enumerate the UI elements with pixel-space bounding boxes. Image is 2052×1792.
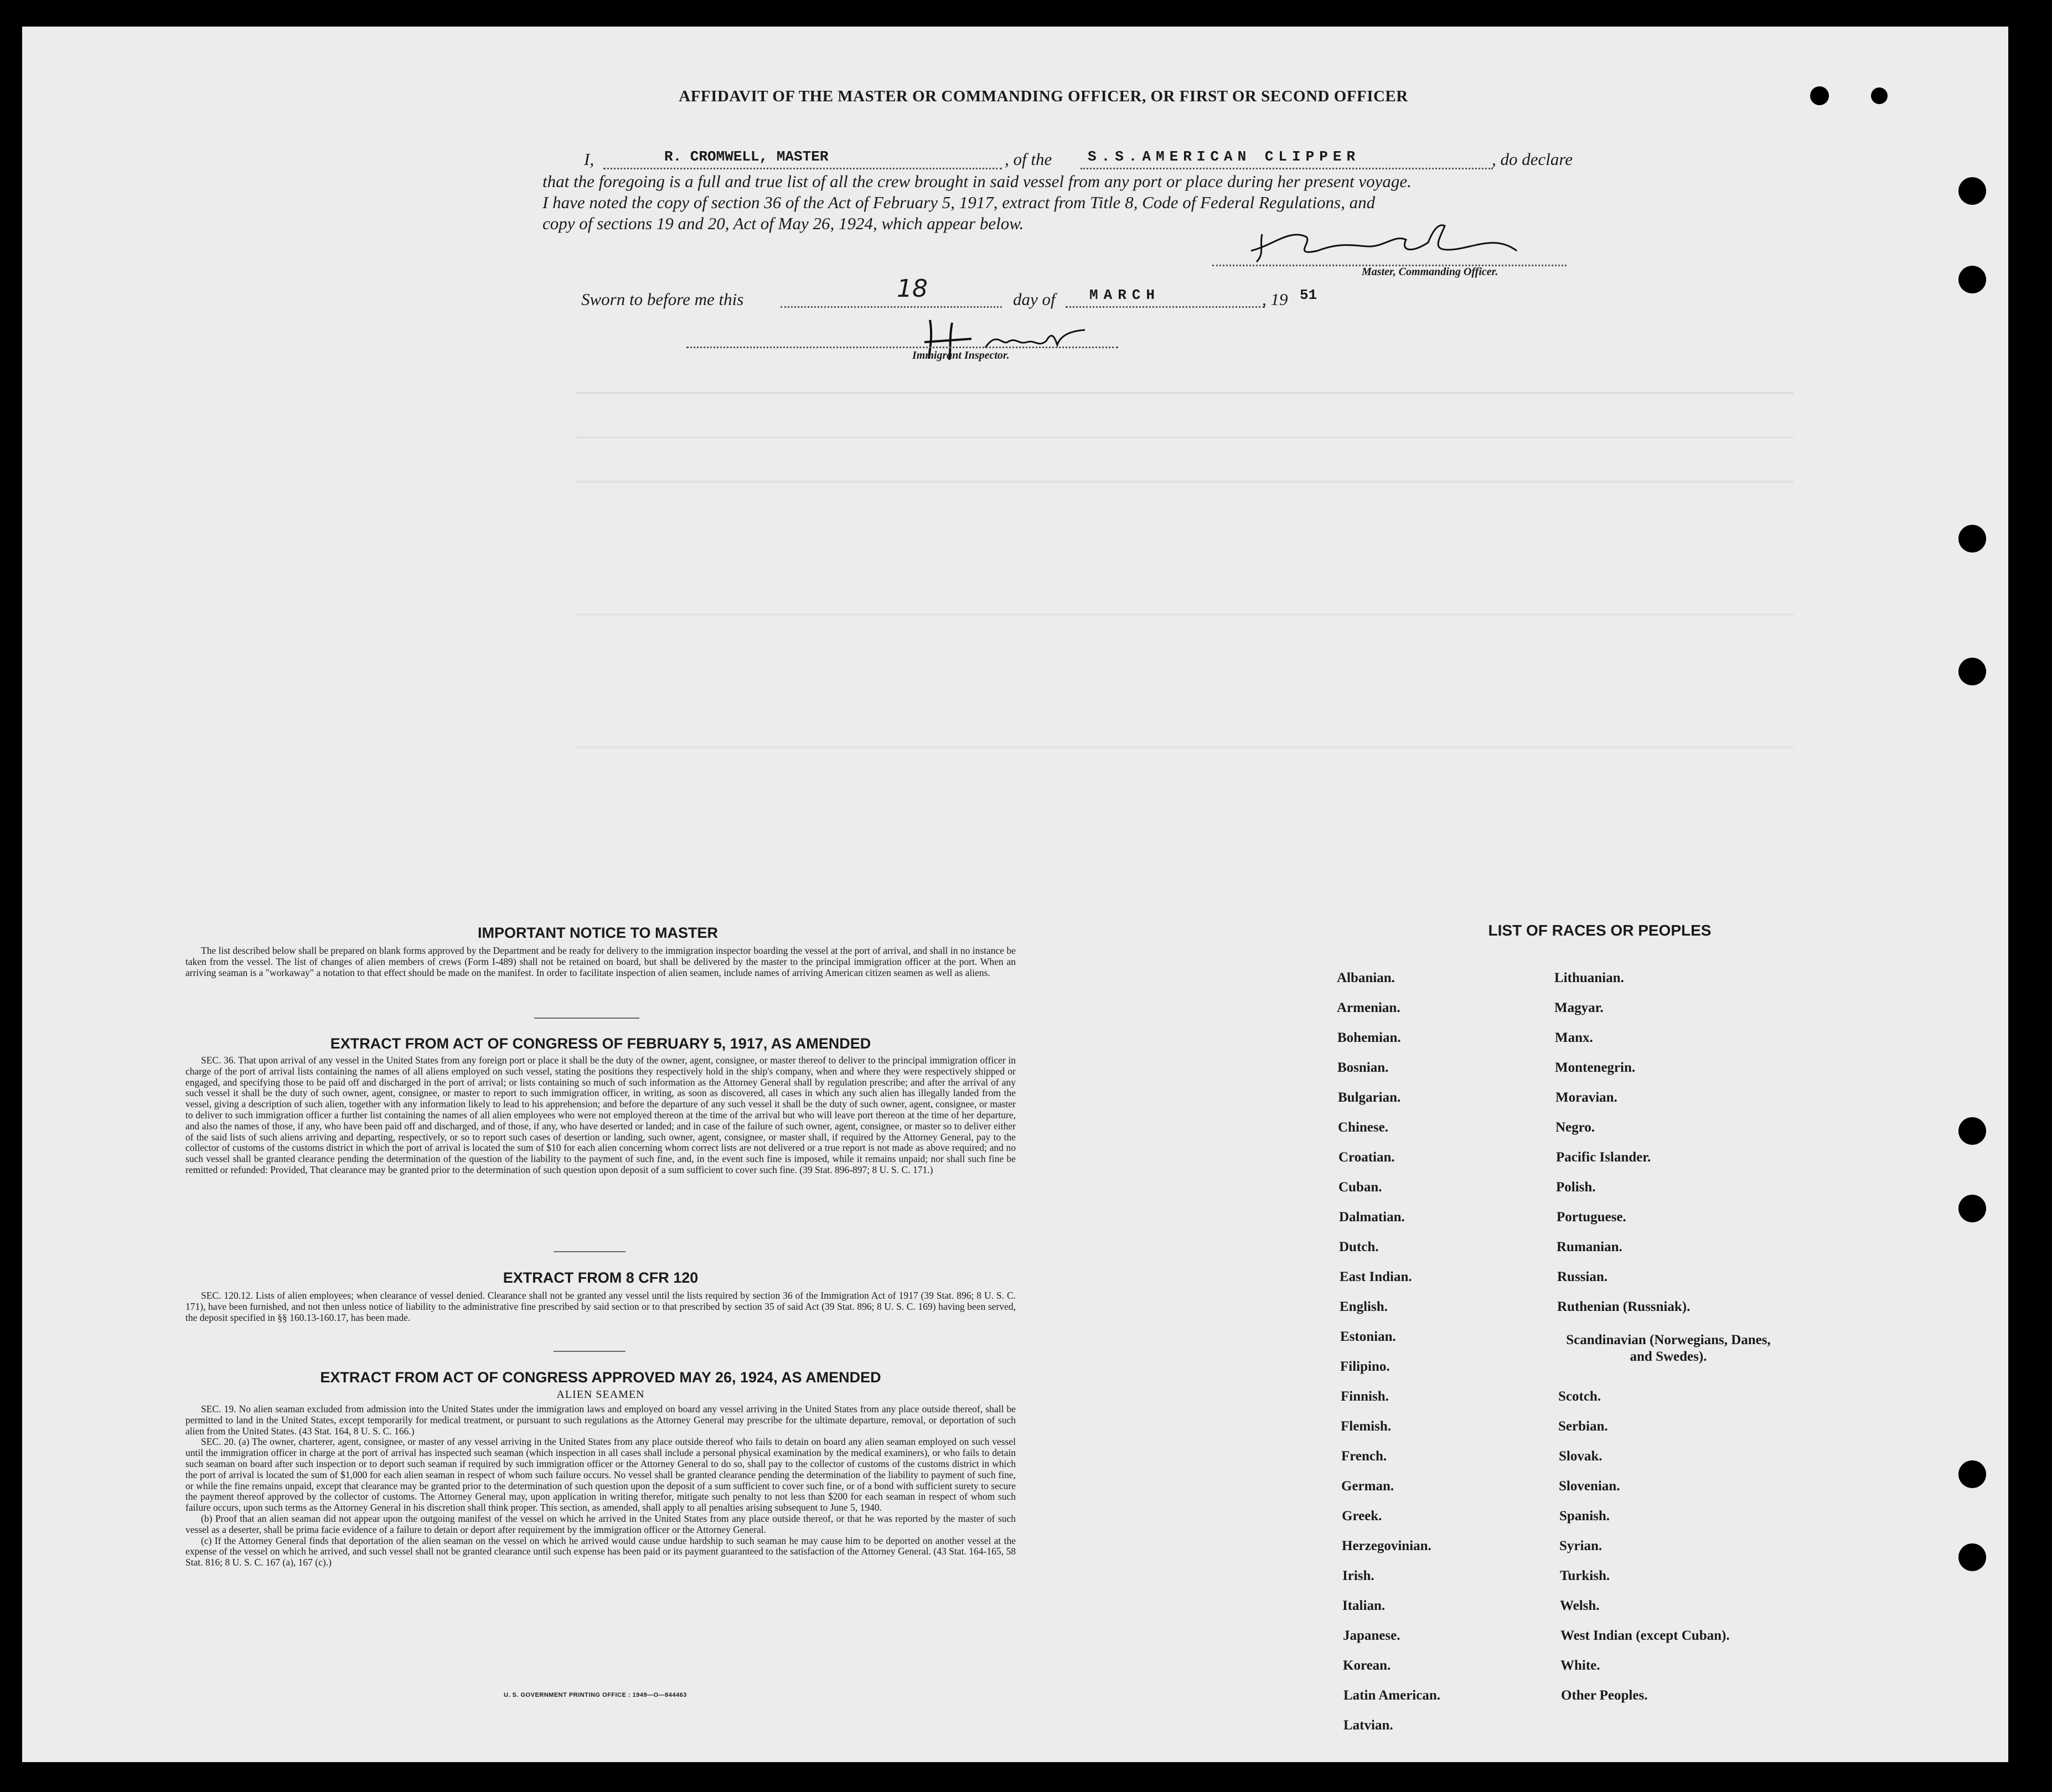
race-item-left: East Indian.: [1340, 1269, 1412, 1284]
race-item-left: French.: [1341, 1449, 1387, 1464]
race-item-right: White.: [1560, 1658, 1600, 1673]
race-item-left: Bulgarian.: [1338, 1090, 1401, 1105]
master-signature: [1240, 212, 1528, 273]
race-item-right: Negro.: [1555, 1120, 1595, 1135]
race-item-right: Scotch.: [1558, 1389, 1601, 1404]
race-item-left: Japanese.: [1343, 1628, 1400, 1643]
race-item-left: Flemish.: [1341, 1419, 1391, 1434]
bleed-through-mark: [576, 746, 1793, 748]
race-item-right: Portuguese.: [1557, 1210, 1626, 1225]
extract-cfr-text: [185, 1290, 1016, 1323]
notice-title: IMPORTANT NOTICE TO MASTER: [478, 925, 718, 941]
punch-hole: [1958, 658, 1986, 685]
race-item-left: German.: [1341, 1479, 1394, 1494]
punch-hole: [1958, 266, 1986, 293]
sworn-label: Sworn to before me this: [581, 290, 744, 309]
race-item-left: Estonian.: [1340, 1329, 1396, 1344]
sec20b-paragraph: (b) Proof that an alien seaman did not appear upon the outgoing manifest of the vessel on which he arrived in the United States from any place outside thereof, or that he was reported by the master of such vessel as a deserter, shall be prima facie evidence of a failure to detain or deport after requirement by the immigration officer or the Attorney General.: [185, 1512, 1016, 1535]
race-item-right: Russian.: [1557, 1269, 1608, 1284]
race-item-left: Bosnian.: [1337, 1060, 1389, 1075]
race-item-right: Scandinavian (Norwegians, Danes, and Swedes).: [1566, 1333, 1771, 1364]
race-item-left: Herzegovinian.: [1342, 1538, 1431, 1553]
race-item-right: Lithuanian.: [1554, 970, 1624, 985]
race-item-left: Latin American.: [1343, 1688, 1440, 1703]
extract-1924-title: EXTRACT FROM ACT OF CONGRESS APPROVED MAY 26, 1924, AS AMENDED: [320, 1369, 881, 1386]
race-item-right: Turkish.: [1560, 1568, 1610, 1583]
race-item-right: Syrian.: [1559, 1538, 1603, 1553]
affidavit-title: AFFIDAVIT OF THE MASTER OR COMMANDING OFFICER, OR FIRST OR SECOND OFFICER: [679, 87, 1408, 105]
race-item-left: Chinese.: [1338, 1120, 1388, 1135]
sworn-day: 18: [897, 275, 928, 303]
race-item-left: Albanian.: [1337, 970, 1395, 985]
race-item-right: Rumanian.: [1557, 1240, 1622, 1254]
affidavit-i-label: I,: [584, 149, 595, 169]
race-item-right: Ruthenian (Russniak).: [1557, 1299, 1691, 1314]
punch-hole: [1871, 87, 1888, 104]
extract-1917-title: EXTRACT FROM ACT OF CONGRESS OF FEBRUARY 5, 1917, AS AMENDED: [330, 1035, 871, 1052]
race-item-left: Filipino.: [1340, 1359, 1390, 1374]
race-item-right: Polish.: [1556, 1180, 1596, 1195]
inspector-caption: Immigrant Inspector.: [912, 349, 1010, 362]
race-item-left: Irish.: [1342, 1568, 1374, 1583]
extract-cfr-title: EXTRACT FROM 8 CFR 120: [503, 1269, 699, 1286]
race-item-left: Bohemian.: [1337, 1030, 1401, 1045]
sec20a-paragraph: SEC. 20. (a) The owner, charterer, agent, consignee, or master of any vessel arriving in the United States from any place outside thereof who fails to detain on board any alien seaman employed on such vessel until the immigration officer in charge at the port of arrival has inspected such seaman (which inspection in all cases shall include a personal physical examination by the medical examiners), or who fails to detain such seaman on board after such inspection or to deport such seaman if required by such immigration officer or the Attorney General to do so, shall pay to the collector of customs of the customs district in which the port of arrival is located the sum of $1,000 for each alien seaman in respect of whom such failure occurs. No vessel shall be granted clearance pending the determination of the liability to payment of such fine, or while the fine remains unpaid, except that clearance may be granted prior to the determination of such question upon the deposit of a sum sufficient to cover such fine, or of a bond with sufficient surety to secure the payment thereof approved by the collector of customs. The Attorney General may, upon application in writing therefor, mitigate such penalty to not less than $200 for each seaman in respect of whom such failure occurs, upon such terms as the Attorney General in his discretion shall think proper. This section, as amended, shall apply to all penalties arising subsequent to June 5, 1940.: [185, 1436, 1016, 1514]
race-item-left: Finnish.: [1341, 1389, 1389, 1404]
race-item-left: Italian.: [1342, 1598, 1386, 1613]
race-item-right: Serbian.: [1558, 1419, 1608, 1434]
year-prefix: , 19: [1262, 290, 1288, 309]
race-item-left: Cuban.: [1338, 1180, 1382, 1195]
bleed-through-mark: [576, 481, 1793, 483]
sec19-paragraph: SEC. 19. No alien seaman excluded from admission into the United States under the immigration laws and employed on board any vessel arriving in the United States from any place outside thereof, shall be permitted to land in the United States, except temporarily for medical treatment, or pursuant to such regulations as the Attorney General may prescribe for the ultimate departure, removal, or deportation of such alien from the United States. (43 Stat. 164, 8 U. S. C. 166.): [185, 1403, 1016, 1437]
do-declare-label: , do declare: [1492, 149, 1573, 169]
sworn-year: 51: [1300, 287, 1317, 303]
sworn-day-line: [781, 306, 1002, 308]
month-line: [1066, 306, 1265, 308]
race-item-right: West Indian (except Cuban).: [1560, 1628, 1730, 1643]
inspector-line: [686, 347, 1118, 348]
divider: [554, 1351, 626, 1352]
affidavit-line-2: that the foregoing is a full and true list of all the crew brought in said vessel from any port or place during her present voyage.: [542, 172, 1412, 191]
race-item-left: Dalmatian.: [1339, 1210, 1405, 1225]
race-item-left: Dutch.: [1339, 1240, 1379, 1254]
signature-caption: Master, Commanding Officer.: [1362, 266, 1498, 278]
notice-paragraph: The list described below shall be prepared on blank forms approved by the Department and be ready for delivery to the immigration inspector boarding the vessel at the port of arrival, and shall in no instance be taken from the vessel. The list of changes of alien members of crews (Form I-489) shall not be retained on board, but shall be delivered by the master to the principal immigration officer at the port. When an arriving seaman is a "workaway" a notation to that effect should be made on the manifest. In order to facilitate inspection of alien seamen, include names of arriving American citizen seamen as well as aliens.: [185, 945, 1016, 978]
race-item-right: Slovak.: [1559, 1449, 1603, 1464]
race-item-left: English.: [1340, 1299, 1388, 1314]
punch-hole: [1958, 1460, 1986, 1488]
sec20c-paragraph: (c) If the Attorney General finds that deportation of the alien seaman on the vessel on which he arrived would cause undue hardship to such seaman he may cause him to be deported on another vessel at the expense of the vessel on which he arrived, and such vessel shall not be granted clearance until such expense has been paid or its payment guaranteed to the satisfaction of the Attorney General. (43 Stat. 164-165, 58 Stat. 816; 8 U. S. C. 167 (a), 167 (c).): [185, 1535, 1016, 1568]
gpo-imprint: U. S. GOVERNMENT PRINTING OFFICE : 1949—O—844463: [504, 1692, 687, 1698]
divider: [554, 1251, 626, 1252]
sworn-month: MARCH: [1089, 287, 1161, 303]
punch-hole: [1958, 525, 1986, 552]
punch-hole: [1958, 177, 1986, 205]
sec36-paragraph: SEC. 36. That upon arrival of any vessel in the United States from any foreign port or place it shall be the duty of the owner, agent, consignee, or master thereof to deliver to the principal immigration officer in charge of the port of arrival lists containing the names of all aliens employed on such vessel, stating the positions they respectively hold in the ship's company, when and where they were respectively shipped or engaged, and specifying those to be paid off and discharged in the port of arrival; or lists containing so much of such information as the Attorney General shall by regulation prescribe; and after the arrival of any such vessel it shall be the duty of such owner, agent, consignee, or master to report to such immigration officer, in writing, as soon as discovered, all cases in which any such alien has illegally landed from the vessel, giving a description of such alien, together with any information likely to lead to his apprehension; and before the departure of any such vessel it shall be the duty of such owner, agent, consignee, or master to deliver to such immigration officer a further list containing the names of all alien employees who were not employed thereon at the time of the arrival but who will leave port thereon at the time of her departure, and also the names of those, if any, who have been paid off and discharged, and of those, if any, who have deserted or landed; and in case of the failure of such owner, agent, consignee, or master so to deliver either of the said lists of such aliens arriving and departing, respectively, or so to report such cases of desertion or landing, such owner, agent, consignee, or master shall, if required by the Attorney General, pay to the collector of customs of the customs district in which the port of arrival is located the sum of $10 for each alien concerning whom correct lists are not delivered or a true report is not made as above required; and no such vessel shall be granted clearance pending the determination of the question of the liability to the payment of such fine, and, in the event such fine is imposed, while it remains unpaid; nor shall such fine be remitted or refunded: Provided, That clearance may be granted prior to the determination of such question upon deposit of a sum sufficient to cover such fine. (39 Stat. 896-897; 8 U. S. C. 171.): [185, 1055, 1016, 1175]
affidavit-line-4: copy of sections 19 and 20, Act of May 26, 1924, which appear below.: [542, 214, 1024, 233]
notice-text: [185, 946, 1016, 978]
sec120-paragraph: SEC. 120.12. Lists of alien employees; when clearance of vessel denied. Clearance shall not be granted any vessel until the lists required by section 36 of the Immigration Act of 1917 (39 Stat. 896; 8 U. S. C. 171), have been furnished, and not then unless notice of liability to the administrative fine prescribed by said section or to that prescribed by section 35 of said Act (39 Stat. 896; 8 U. S. C. 169) having been served, the deposit specified in §§ 160.13-160.17, has been made.: [185, 1290, 1016, 1323]
race-item-left: Korean.: [1343, 1658, 1391, 1673]
race-item-left: Latvian.: [1343, 1718, 1393, 1733]
punch-hole: [1958, 1195, 1986, 1222]
extract-1924-text: [185, 1404, 1016, 1568]
race-item-right: Manx.: [1555, 1030, 1593, 1045]
race-item-right: Other Peoples.: [1561, 1688, 1648, 1703]
race-item-left: Armenian.: [1337, 1000, 1400, 1015]
vessel-line: [1081, 168, 1493, 169]
race-item-left: Greek.: [1342, 1509, 1382, 1524]
declarant-line: [603, 168, 1002, 169]
bleed-through-mark: [576, 436, 1793, 438]
affidavit-line-3: I have noted the copy of section 36 of the Act of February 5, 1917, extract from Title 8, Code of Federal Regulations, and: [542, 193, 1376, 212]
vessel-name: S.S.AMERICAN CLIPPER: [1088, 148, 1361, 165]
race-item-right: Slovenian.: [1559, 1479, 1620, 1494]
declarant-name: R. CROMWELL, MASTER: [664, 148, 829, 165]
of-the-label: , of the: [1005, 149, 1052, 169]
extract-1924-subtitle: ALIEN SEAMEN: [556, 1388, 645, 1401]
race-item-left: Croatian.: [1338, 1150, 1395, 1165]
divider: [534, 1018, 639, 1019]
races-title: LIST OF RACES OR PEOPLES: [1488, 922, 1712, 939]
punch-hole: [1958, 1117, 1986, 1145]
bleed-through-mark: [576, 392, 1793, 394]
race-item-right: Montenegrin.: [1555, 1060, 1636, 1075]
form-sheet: [22, 27, 2008, 1762]
punch-hole: [1810, 86, 1829, 105]
extract-1917-text: [185, 1055, 1016, 1176]
race-item-right: Pacific Islander.: [1556, 1150, 1651, 1165]
punch-hole: [1958, 1543, 1986, 1571]
bleed-through-mark: [576, 613, 1793, 616]
race-item-right: Spanish.: [1559, 1509, 1610, 1524]
race-item-right: Welsh.: [1560, 1598, 1600, 1613]
day-of-label: day of: [1013, 290, 1056, 309]
race-item-right: Magyar.: [1554, 1000, 1604, 1015]
race-item-right: Moravian.: [1555, 1090, 1617, 1105]
